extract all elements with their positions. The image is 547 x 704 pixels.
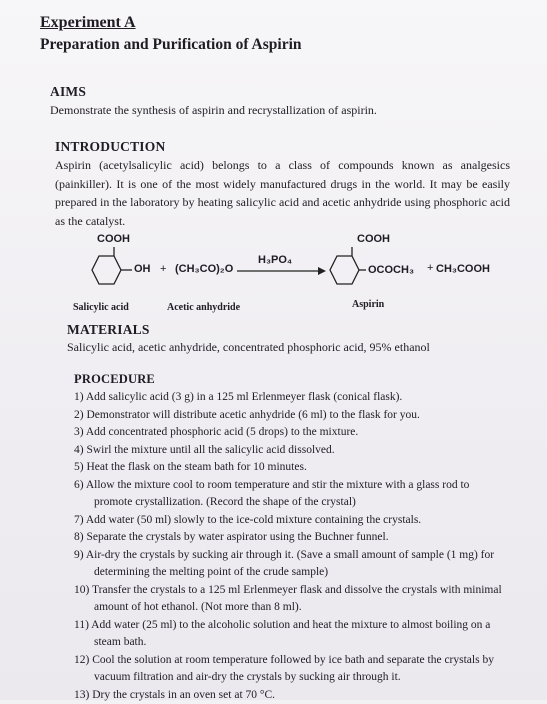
document-title: Preparation and Purification of Aspirin xyxy=(40,36,302,54)
procedure-step: 11) Add water (25 ml) to the alcoholic solution and heat the mixture to almost boiling on a steam bath. xyxy=(74,617,524,652)
introduction-text: Aspirin (acetylsalicylic acid) belongs to a class of compounds known as analgesics (painkiller). It is one of the most widely manufactured drugs in the world. It may be easily prepared in the laboratory by heating salicylic acid and acetic anhydride using phosphoric acid as the catalyst. xyxy=(55,156,510,230)
procedure-step: 2) Demonstrator will distribute acetic anhydride (6 ml) to the flask for you. xyxy=(74,407,524,425)
materials-text: Salicylic acid, acetic anhydride, concentrated phosphoric acid, 95% ethanol xyxy=(67,340,430,355)
reaction-scheme xyxy=(0,0,547,330)
procedure-step: 3) Add concentrated phosphoric acid (5 drops) to the mixture. xyxy=(74,424,524,442)
reactant-oh-label: OH xyxy=(134,263,151,275)
aims-heading: AIMS xyxy=(50,84,86,100)
procedure-step: 1) Add salicylic acid (3 g) in a 125 ml Erlenmeyer flask (conical flask). xyxy=(74,389,524,407)
procedure-step: 12) Cool the solution at room temperature followed by ice bath and separate the crystals by vacuum filtration and air-dry the crystals by sucking air through it. xyxy=(74,652,524,687)
acetic-acid-formula: CH₃COOH xyxy=(436,263,490,275)
acetic-anhydride-formula: (CH₃CO)₂O xyxy=(175,263,233,275)
plus-sign-1: + xyxy=(160,263,166,275)
catalyst-formula: H₃PO₄ xyxy=(258,254,292,266)
procedure-step: 4) Swirl the mixture until all the salicylic acid dissolved. xyxy=(74,442,524,460)
procedure-step: 5) Heat the flask on the steam bath for 10 minutes. xyxy=(74,459,524,477)
introduction-heading: INTRODUCTION xyxy=(55,139,165,155)
materials-heading: MATERIALS xyxy=(67,322,150,338)
benzene-ring-product xyxy=(330,256,359,284)
benzene-ring-reactant xyxy=(92,256,121,284)
procedure-step: 13) Dry the crystals in an oven set at 70 °C. xyxy=(74,687,524,704)
label-salicylic-acid: Salicylic acid xyxy=(73,302,129,313)
product-cooh-label: COOH xyxy=(357,233,390,245)
reaction-svg xyxy=(0,0,547,330)
label-acetic-anhydride: Acetic anhydride xyxy=(167,302,240,313)
reactant-cooh-label: COOH xyxy=(97,233,130,245)
procedure-step: 9) Air-dry the crystals by sucking air through it. (Save a small amount of sample (1 mg) for determining the melting point of the crude sample) xyxy=(74,547,524,582)
plus-sign-2: + xyxy=(427,262,433,274)
aims-text: Demonstrate the synthesis of aspirin and recrystallization of aspirin. xyxy=(50,103,377,118)
procedure-step: 6) Allow the mixture cool to room temperature and stir the mixture with a glass rod to promote crystallization. (Record the shape of the crystal) xyxy=(74,477,524,512)
procedure-step: 8) Separate the crystals by water aspirator using the Buchner funnel. xyxy=(74,529,524,547)
procedure-heading: PROCEDURE xyxy=(74,372,155,387)
reaction-arrow-head xyxy=(318,267,326,275)
label-aspirin: Aspirin xyxy=(352,299,384,310)
product-ococh3-label: OCOCH₃ xyxy=(368,264,414,276)
experiment-label: Experiment A xyxy=(40,14,136,32)
procedure-step: 10) Transfer the crystals to a 125 ml Erlenmeyer flask and dissolve the crystals with minimal amount of hot ethanol. (Not more than 8 ml). xyxy=(74,582,524,617)
procedure-list xyxy=(74,389,524,704)
procedure-step: 7) Add water (50 ml) slowly to the ice-cold mixture containing the crystals. xyxy=(74,512,524,530)
